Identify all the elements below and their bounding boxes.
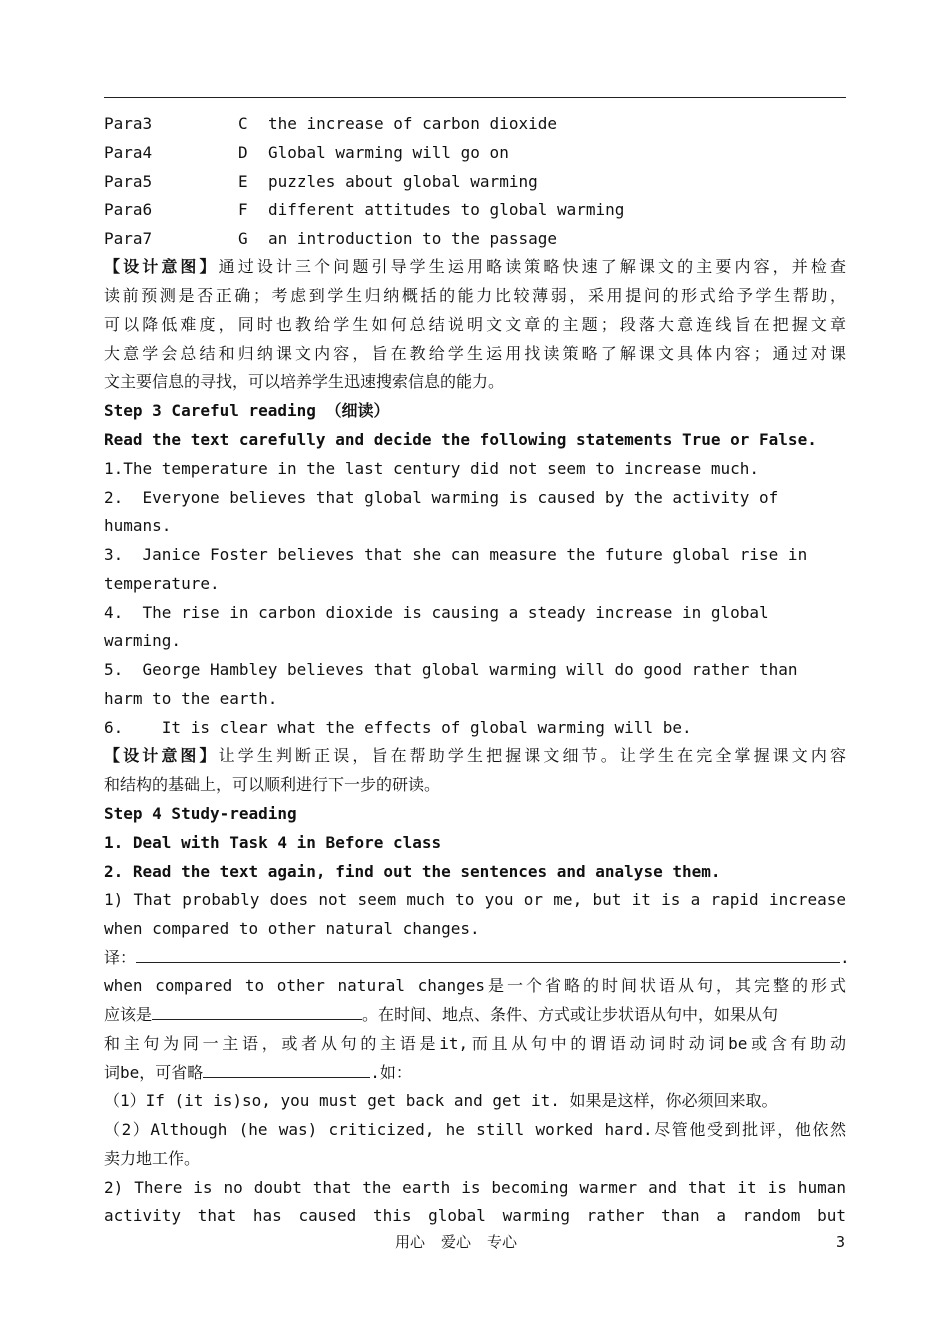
translation-line: 译： .: [104, 948, 850, 967]
omit-blank[interactable]: [203, 1063, 370, 1078]
match-letter: C: [238, 114, 248, 133]
intent1-line-4: 大意学会总结和归纳课文内容，旨在教给学生运用找读策略了解课文具体内容；通过对课: [104, 344, 846, 363]
tf-statement-2: 2. Everyone believes that global warming is caused by the activity of: [104, 488, 779, 507]
example-1: （1）If (it is)so, you must get back and get it. 如果是这样，你必须回来取。: [104, 1091, 778, 1110]
match-row: [104, 200, 846, 220]
match-text: an introduction to the passage: [268, 229, 557, 248]
intent1-line-5: 文主要信息的寻找，可以培养学生迅速搜索信息的能力。: [104, 372, 505, 391]
step3-instruction: Read the text carefully and decide the following statements True or False.: [104, 430, 817, 449]
match-row: [104, 114, 846, 134]
grammar-line-4: 词be，可省略 .如：: [104, 1063, 412, 1082]
tf-statement-4-cont: warming.: [104, 631, 182, 650]
translation-blank[interactable]: [136, 948, 840, 963]
match-para: Para5: [104, 172, 153, 191]
header-rule: [104, 97, 846, 98]
match-text: the increase of carbon dioxide: [268, 114, 557, 133]
intent1-line-1: 【设计意图】通过设计三个问题引导学生运用略读策略快速了解课文的主要内容，并检查: [104, 257, 846, 276]
intent1-line-3: 可以降低难度，同时也教给学生如何总结说明文文章的主题；段落大意连线旨在把握文章: [104, 315, 846, 334]
example-2-line-1: （2）Although (he was) criticized, he still worked hard.尽管他受到批评，他依然: [104, 1120, 846, 1139]
match-text: puzzles about global warming: [268, 172, 538, 191]
grammar-line-3: 和主句为同一主语，或者从句的主语是it,而且从句中的谓语动词时动词be或含有助动: [104, 1034, 846, 1053]
match-row: [104, 229, 846, 249]
match-letter: G: [238, 229, 248, 248]
step4-heading: Step 4 Study-reading: [104, 804, 297, 823]
sentence2-line-1: 2) There is no doubt that the earth is becoming warmer and that it is human: [104, 1178, 846, 1197]
intent1-tag: 【设计意图】: [104, 257, 219, 276]
example-2-line-2: 卖力地工作。: [104, 1149, 201, 1168]
intent2-line-1: 【设计意图】让学生判断正误，旨在帮助学生把握课文细节。让学生在完全掌握课文内容: [104, 746, 846, 765]
match-text: Global warming will go on: [268, 143, 509, 162]
step4-task1: 1. Deal with Task 4 in Before class: [104, 833, 442, 852]
tf-statement-5-cont: harm to the earth.: [104, 689, 278, 708]
translation-label: 译：: [104, 948, 137, 967]
match-letter: D: [238, 143, 248, 162]
grammar-line-1: when compared to other natural changes是一个省略的时间状语从句，其完整的形式: [104, 976, 846, 995]
tf-statement-5: 5. George Hambley believes that global warming will do good rather than: [104, 660, 798, 679]
sentence1-line-2: when compared to other natural changes.: [104, 919, 480, 938]
tf-statement-1: 1.The temperature in the last century did not seem to increase much.: [104, 459, 760, 478]
footer-motto: 用心 爱心 专心: [395, 1233, 518, 1251]
sentence2-line-2: activity that has caused this global warming rather than a random but: [104, 1206, 846, 1225]
match-text: different attitudes to global warming: [268, 200, 625, 219]
full-form-blank[interactable]: [152, 1005, 362, 1020]
sentence1-line-1: 1) That probably does not seem much to you or me, but it is a rapid increase: [104, 890, 846, 909]
intent1-line-2: 读前预测是否正确；考虑到学生归纳概括的能力比较薄弱，采用提问的形式给予学生帮助，: [104, 286, 846, 305]
match-para: Para6: [104, 200, 153, 219]
page-number: 3: [836, 1233, 846, 1251]
step4-task2: 2. Read the text again, find out the sentences and analyse them.: [104, 862, 721, 881]
match-row: [104, 143, 846, 163]
tf-statement-6: 6. It is clear what the effects of global warming will be.: [104, 718, 692, 737]
match-para: Para3: [104, 114, 153, 133]
tf-statement-3-cont: temperature.: [104, 574, 220, 593]
match-row: [104, 172, 846, 192]
intent2-line-2: 和结构的基础上，可以顺利进行下一步的研读。: [104, 775, 441, 794]
tf-statement-3: 3. Janice Foster believes that she can measure the future global rise in: [104, 545, 808, 564]
grammar-line-2: 应该是 。在时间、地点、条件、方式或让步状语从句中，如果从句: [104, 1005, 779, 1024]
intent2-tag: 【设计意图】: [104, 746, 219, 765]
match-para: Para7: [104, 229, 153, 248]
match-letter: E: [238, 172, 248, 191]
match-letter: F: [238, 200, 248, 219]
tf-statement-4: 4. The rise in carbon dioxide is causing a steady increase in global: [104, 603, 769, 622]
tf-statement-2-cont: humans.: [104, 516, 172, 535]
match-para: Para4: [104, 143, 153, 162]
step3-heading: Step 3 Careful reading （细读）: [104, 401, 390, 420]
